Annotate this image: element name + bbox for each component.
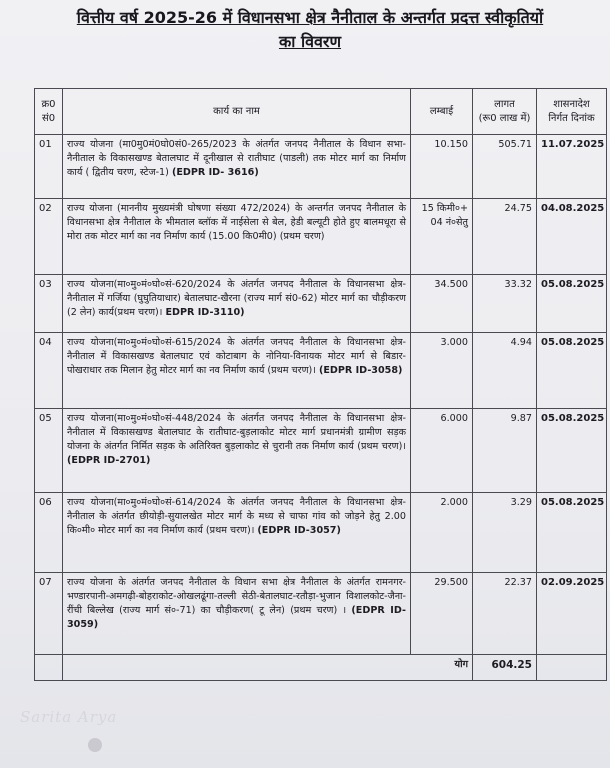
- cell-date: 05.08.2025: [537, 493, 607, 573]
- cell-date: 04.08.2025: [537, 199, 607, 275]
- cell-length: 10.150: [411, 135, 473, 199]
- cell-cost: 505.71: [473, 135, 537, 199]
- table-row: [35, 333, 607, 409]
- title-line-2: का विवरण: [278, 32, 342, 51]
- table-row: [35, 573, 607, 655]
- work-name: राज्य योजना(मा०मु०मं०घो०सं-620/2024 के अंतर्गत जनपद नैनीताल के विधानसभा क्षेत्र- नैनीताल में गर्जिया (घुघुतियाधार) बेतालघाट-खैरना (राज्य मार्ग सं0-62) मोटर मार्ग का चौड़ीकरण (2 लेन) कार्य(प्रथम चरण)।: [67, 279, 406, 318]
- watermark-globe-icon: [88, 738, 102, 752]
- total-value: 604.25: [473, 655, 537, 681]
- table-header-row: [35, 89, 607, 135]
- edpr-id: (EDPR ID- 3616): [171, 167, 259, 178]
- cell-name: [63, 409, 411, 493]
- cell-sno: 06: [35, 493, 63, 573]
- edpr-id: (EDPR ID-2701): [67, 455, 151, 466]
- document-title: [40, 6, 580, 54]
- total-empty-date: [537, 655, 607, 681]
- cell-sno: 04: [35, 333, 63, 409]
- table-row: [35, 199, 607, 275]
- cell-name: [63, 135, 411, 199]
- header-date: [537, 89, 607, 135]
- cell-name: [63, 199, 411, 275]
- header-length: लम्बाई: [411, 89, 473, 135]
- cell-cost: 33.32: [473, 275, 537, 333]
- cell-sno: 01: [35, 135, 63, 199]
- cell-name: [63, 275, 411, 333]
- cell-length: 29.500: [411, 573, 473, 655]
- edpr-id: (EDPR ID-3057): [257, 525, 341, 536]
- header-cost: [473, 89, 537, 135]
- header-name: कार्य का नाम: [63, 89, 411, 135]
- work-name: राज्य योजना(मा०मु०मं०घो०सं-615/2024 के अंतर्गत जनपद नैनीताल के विधानसभा क्षेत्र- नैनीताल में विकासखण्ड बेतालघाट एवं कोटाबाग के नोनिया-विनायक मोटर मार्ग से बिडार-पोखराधार तक मिलान हेतु मोटर मार्ग का नव निर्माण कार्य (प्रथम चरण)।: [67, 337, 406, 376]
- cell-date: 11.07.2025: [537, 135, 607, 199]
- table-row: [35, 275, 607, 333]
- cell-cost: 9.87: [473, 409, 537, 493]
- total-row: [35, 655, 607, 681]
- cell-sno: 05: [35, 409, 63, 493]
- work-name: राज्य योजना (मा0मु0मं0घो0सं0-265/2023 के अंतर्गत जनपद नैनीताल के विधान सभा-नैनीताल के विकासखण्ड बेतालघाट में दूनीखाल से रातीघाट (पाडली) तक मोटर मार्ग का निर्माण कार्य ( द्वितीय चरण, स्टेज-1): [67, 139, 406, 178]
- sanction-table: [34, 88, 607, 681]
- cell-length: 3.000: [411, 333, 473, 409]
- cell-sno: 07: [35, 573, 63, 655]
- cell-cost: 24.75: [473, 199, 537, 275]
- header-cost-l2: (रू0 लाख में): [478, 112, 531, 124]
- cell-name: [63, 493, 411, 573]
- header-date-l1: शासनादेश: [553, 98, 590, 110]
- watermark: Sarita Arya: [20, 708, 118, 726]
- table-row: [35, 409, 607, 493]
- title-line-1: वित्तीय वर्ष 2025-26 में विधानसभा क्षेत्र नैनीताल के अन्तर्गत प्रदत्त स्वीकृतियों: [76, 8, 544, 27]
- cell-sno: 02: [35, 199, 63, 275]
- header-cost-l1: लागत: [494, 98, 515, 110]
- header-sno-l2: सं0: [41, 112, 56, 124]
- cell-cost: 4.94: [473, 333, 537, 409]
- total-label: योग: [63, 655, 473, 681]
- edpr-id: (EDPR ID-3058): [318, 365, 403, 376]
- edpr-id: (EDPR ID- 3059): [67, 605, 406, 630]
- table-row: [35, 135, 607, 199]
- edpr-id: EDPR ID-3110): [165, 307, 245, 318]
- cell-date: 05.08.2025: [537, 333, 607, 409]
- header-date-l2: निर्गत दिनांक: [548, 112, 595, 124]
- cell-date: 05.08.2025: [537, 409, 607, 493]
- cell-cost: 3.29: [473, 493, 537, 573]
- cell-date: 05.08.2025: [537, 275, 607, 333]
- cell-name: [63, 333, 411, 409]
- cell-date: 02.09.2025: [537, 573, 607, 655]
- work-name: राज्य योजना (माननीय मुख्यमंत्री घोषणा संख्या 472/2024) के अन्तर्गत जनपद नैनीताल के विधानसभा क्षेत्र नैनीताल के भीमताल ब्लॉक में नाईसेला से बेल, हेडी बल्यूटी होते हुए बालमधूरा से मोरा तक मोटर मार्ग का नव निर्माण कार्य (15.00 कि0मी0) (प्रथम चरण): [67, 203, 406, 242]
- total-empty-sno: [35, 655, 63, 681]
- cell-length: 15 किमी०+ 04 नं०सेतु: [411, 199, 473, 275]
- cell-name: [63, 573, 411, 655]
- cell-cost: 22.37: [473, 573, 537, 655]
- cell-length: 6.000: [411, 409, 473, 493]
- header-sno-l1: क्र0: [41, 98, 56, 110]
- cell-length: 2.000: [411, 493, 473, 573]
- work-name: राज्य योजना(मा०मु०मं०घो०सं-614/2024 के अंतर्गत जनपद नैनीताल के विधानसभा क्षेत्र- नैनीताल के अंतर्गत छीयोड़ी-सुयालखेत मोटर मार्ग के मध्य से चाफा गांव को जोड़ने हेतु 2.00 कि०मी० मोटर मार्ग का नव निर्माण कार्य (प्रथम चरण)।: [67, 497, 406, 536]
- header-sno: [35, 89, 63, 135]
- work-name: राज्य योजना के अंतर्गत जनपद नैनीताल के विधान सभा क्षेत्र नैनीताल के अंतर्गत रामनगर-भण्डारपानी-अमगढ़ी-बोहराकोट-ओखलढूंगा-तल्ली सेठी-बेतालघाट-रतौड़ा-भुजान विशालकोट-जैना-रींची बिल्लेख (राज्य मार्ग सं०-71) का चौड़ीकरण( टू लेन) (प्रथम चरण) ।: [67, 577, 406, 616]
- cell-sno: 03: [35, 275, 63, 333]
- table-row: [35, 493, 607, 573]
- work-name: राज्य योजना(मा०मु०मं०घो०सं-448/2024 के अंतर्गत जनपद नैनीताल के विधानसभा क्षेत्र- नैनीताल में विकासखण्ड बेतालघाट के रातीघाट-बुड़लाकोट मोटर मार्ग प्रधानमंत्री ग्रामीण सड़क योजना के अंतर्गत निर्मित सड़क के अतिरिक्त बुड़लाकोट से चुरानी तक निर्माण कार्य (प्रथम चरण)।: [67, 413, 406, 452]
- cell-length: 34.500: [411, 275, 473, 333]
